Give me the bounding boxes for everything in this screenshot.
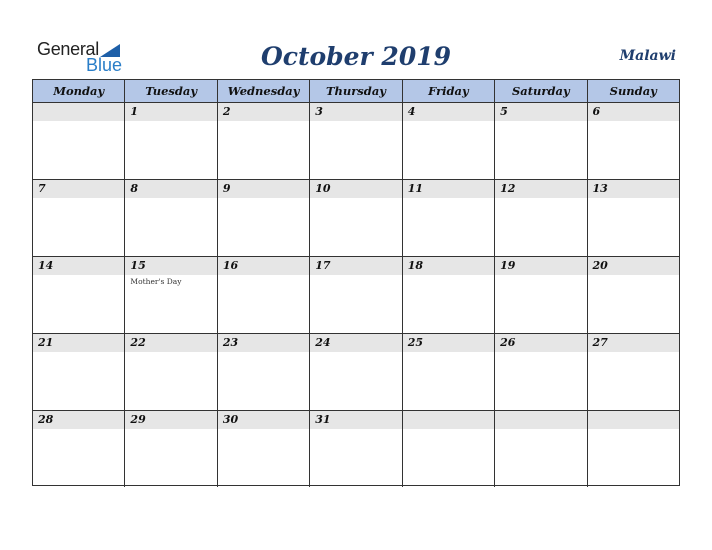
week-row — [33, 411, 679, 487]
week-row — [33, 257, 679, 334]
day-number-bar — [218, 180, 309, 198]
day-cell[interactable] — [403, 103, 495, 179]
day-cell[interactable] — [218, 180, 310, 256]
day-cell[interactable] — [125, 180, 217, 256]
day-number-bar — [125, 103, 216, 121]
day-cell[interactable] — [495, 334, 587, 410]
day-cell[interactable] — [495, 411, 587, 487]
day-cell[interactable] — [33, 257, 125, 333]
day-number: 1 — [130, 105, 139, 118]
day-number: 18 — [407, 259, 423, 272]
day-cell[interactable] — [403, 411, 495, 487]
day-cell[interactable] — [310, 411, 402, 487]
day-number-bar — [588, 411, 679, 429]
day-cell[interactable] — [33, 180, 125, 256]
day-number: 31 — [315, 413, 331, 426]
day-cell[interactable] — [495, 103, 587, 179]
weekday-header: Monday — [33, 80, 125, 102]
week-row — [33, 334, 679, 411]
day-number-bar — [588, 103, 679, 121]
day-number: 10 — [315, 182, 331, 195]
day-number-bar — [310, 103, 401, 121]
day-number: 8 — [130, 182, 139, 195]
day-number: 15 — [130, 259, 146, 272]
day-cell[interactable] — [125, 411, 217, 487]
day-number-bar — [33, 103, 124, 121]
day-cell[interactable] — [310, 334, 402, 410]
day-cell[interactable] — [403, 257, 495, 333]
day-number: 7 — [38, 182, 46, 195]
weekday-header: Tuesday — [125, 80, 217, 102]
country-label: Malawi — [619, 48, 676, 64]
calendar-title: October 2019 — [260, 42, 452, 71]
logo-text-general: General — [37, 39, 99, 59]
day-number: 25 — [407, 336, 423, 349]
day-number: 23 — [222, 336, 239, 349]
weekday-header-row — [33, 80, 679, 103]
day-number: 16 — [222, 259, 239, 272]
day-number: 2 — [222, 105, 231, 118]
day-number-bar — [495, 103, 586, 121]
day-cell[interactable] — [218, 103, 310, 179]
day-cell[interactable] — [310, 103, 402, 179]
day-cell[interactable] — [495, 257, 587, 333]
holiday-event: Mother's Day — [130, 277, 182, 286]
day-number: 26 — [500, 336, 516, 349]
week-row — [33, 180, 679, 257]
logo-text-blue: Blue — [86, 55, 123, 75]
day-number: 4 — [407, 105, 416, 118]
day-number: 14 — [38, 259, 54, 272]
weekday-header: Sunday — [609, 84, 657, 98]
week-row — [33, 103, 679, 180]
day-cell[interactable] — [218, 411, 310, 487]
day-number-bar — [495, 411, 586, 429]
day-number: 24 — [315, 336, 331, 349]
day-number: 12 — [500, 182, 516, 195]
weekday-header: Friday — [403, 80, 495, 102]
day-number: 6 — [592, 105, 601, 118]
day-number: 9 — [222, 182, 231, 195]
day-cell[interactable] — [403, 180, 495, 256]
day-cell[interactable] — [310, 257, 402, 333]
day-cell[interactable] — [495, 180, 587, 256]
day-cell[interactable] — [125, 103, 217, 179]
day-cell[interactable] — [403, 334, 495, 410]
day-cell[interactable] — [125, 257, 217, 333]
weekday-header: Thursday — [310, 80, 402, 102]
day-number: 13 — [592, 182, 608, 195]
calendar-grid — [32, 79, 680, 486]
day-number-bar — [125, 180, 216, 198]
day-cell[interactable] — [125, 334, 217, 410]
day-cell[interactable] — [588, 257, 679, 333]
day-number: 3 — [315, 105, 323, 118]
day-cell[interactable] — [588, 103, 679, 179]
day-cell[interactable] — [33, 334, 125, 410]
day-number: 30 — [222, 413, 239, 426]
day-number-bar — [218, 103, 309, 121]
day-cell[interactable] — [588, 180, 679, 256]
day-number: 27 — [592, 336, 608, 349]
day-number: 20 — [592, 259, 608, 272]
day-cell[interactable] — [588, 411, 679, 487]
day-number: 17 — [315, 259, 331, 272]
day-number: 19 — [500, 259, 516, 272]
day-number: 21 — [38, 336, 54, 349]
day-number-bar — [33, 180, 124, 198]
day-number: 11 — [407, 182, 423, 195]
day-number: 29 — [130, 413, 146, 426]
weekday-header: Wednesday — [218, 80, 310, 102]
day-cell[interactable] — [33, 411, 125, 487]
day-number-bar — [403, 411, 494, 429]
day-cell[interactable] — [588, 334, 679, 410]
weekday-header: Saturday — [495, 80, 587, 102]
day-cell[interactable] — [310, 180, 402, 256]
weeks-container — [33, 103, 679, 487]
day-cell[interactable] — [33, 103, 125, 179]
day-cell[interactable] — [218, 257, 310, 333]
day-number: 22 — [130, 336, 146, 349]
day-number-bar — [403, 103, 494, 121]
day-number: 28 — [38, 413, 54, 426]
day-number: 5 — [500, 105, 508, 118]
day-cell[interactable] — [218, 334, 310, 410]
